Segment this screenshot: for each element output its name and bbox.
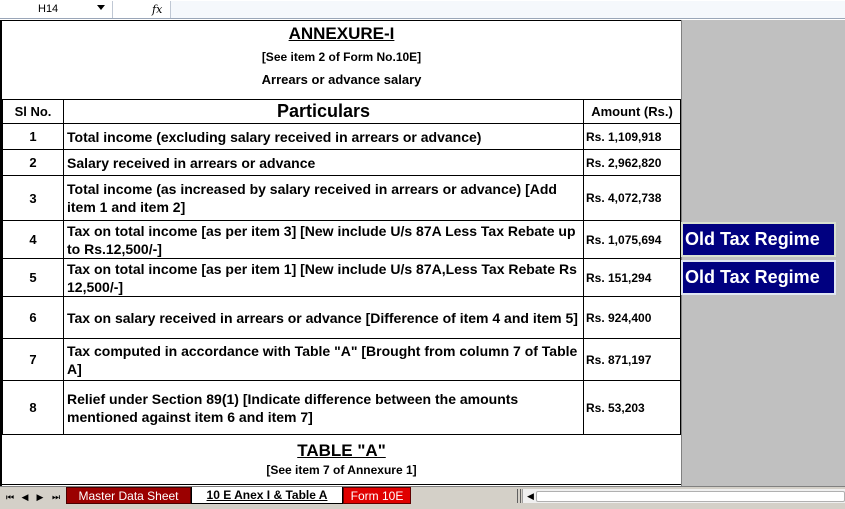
- sl-cell[interactable]: 1: [3, 124, 64, 150]
- scrollbar-thumb[interactable]: [536, 491, 845, 502]
- amount-cell[interactable]: Rs. 2,962,820: [584, 150, 681, 176]
- header-particulars[interactable]: Particulars: [64, 100, 584, 124]
- old-tax-regime-button[interactable]: Old Tax Regime: [681, 222, 836, 257]
- amount-cell[interactable]: Rs. 924,400: [584, 297, 681, 339]
- annexure-table: [2, 99, 681, 435]
- amount-cell[interactable]: Rs. 151,294: [584, 259, 681, 297]
- amount-cell[interactable]: Rs. 1,075,694: [584, 221, 681, 259]
- particulars-cell[interactable]: Total income (as increased by salary received in arrears or advance) [Add item 1 and item 2]: [64, 176, 584, 221]
- table-row: [3, 150, 681, 176]
- page-title: ANNEXURE-I: [288, 24, 395, 43]
- amount-cell[interactable]: Rs. 1,109,918: [584, 124, 681, 150]
- prev-sheet-icon[interactable]: ◀: [21, 492, 29, 502]
- table-row: [3, 259, 681, 297]
- table-row: [3, 176, 681, 221]
- first-sheet-icon[interactable]: ⏮: [5, 492, 15, 502]
- tab-form-10e[interactable]: Form 10E: [343, 487, 411, 504]
- table-row: [3, 124, 681, 150]
- particulars-cell[interactable]: Tax on total income [as per item 1] [New include U/s 87A,Less Tax Rebate Rs 12,500/-]: [64, 259, 584, 297]
- scroll-left-icon[interactable]: ◀: [527, 491, 534, 501]
- sl-cell[interactable]: 7: [3, 339, 64, 381]
- sl-cell[interactable]: 5: [3, 259, 64, 297]
- table-a-title: TABLE "A": [297, 441, 386, 460]
- amount-cell[interactable]: Rs. 4,072,738: [584, 176, 681, 221]
- table-row: [3, 297, 681, 339]
- particulars-cell[interactable]: Tax computed in accordance with Table "A" [Brought from column 7 of Table A]: [64, 339, 584, 381]
- next-sheet-icon[interactable]: ▶: [36, 492, 44, 502]
- table-a-subtitle: [See item 7 of Annexure 1]: [266, 463, 417, 477]
- amount-cell[interactable]: Rs. 871,197: [584, 339, 681, 381]
- divider: [0, 20, 681, 21]
- tab-10e-anex-i[interactable]: 10 E Anex I & Table A: [191, 487, 343, 504]
- tab-split-handle[interactable]: [517, 489, 521, 503]
- table-a-section: [2, 434, 681, 486]
- worksheet[interactable]: [0, 20, 845, 486]
- tab-master-data-sheet[interactable]: Master Data Sheet: [66, 487, 191, 504]
- sl-cell[interactable]: 2: [3, 150, 64, 176]
- amount-cell[interactable]: Rs. 53,203: [584, 381, 681, 435]
- header-sl[interactable]: Sl No.: [3, 100, 64, 124]
- name-box[interactable]: H14: [0, 1, 113, 18]
- page-subtitle-2: Arrears or advance salary: [261, 72, 422, 87]
- last-sheet-icon[interactable]: ⏭: [51, 492, 61, 502]
- table-row: [3, 381, 681, 435]
- particulars-cell[interactable]: Total income (excluding salary received in arrears or advance): [64, 124, 584, 150]
- chevron-down-icon[interactable]: [97, 5, 105, 10]
- sl-cell[interactable]: 6: [3, 297, 64, 339]
- table-row: [3, 339, 681, 381]
- particulars-cell[interactable]: Tax on salary received in arrears or advance [Difference of item 4 and item 5]: [64, 297, 584, 339]
- sl-cell[interactable]: 4: [3, 221, 64, 259]
- fx-icon[interactable]: fx: [152, 3, 163, 16]
- sl-cell[interactable]: 8: [3, 381, 64, 435]
- particulars-cell[interactable]: Relief under Section 89(1) [Indicate difference between the amounts mentioned against item 6 and item 7]: [64, 381, 584, 435]
- particulars-cell[interactable]: Tax on total income [as per item 3] [New include U/s 87A Less Tax Rebate up to Rs.12,500/-]: [64, 221, 584, 259]
- old-tax-regime-button-2[interactable]: Old Tax Regime: [681, 260, 836, 295]
- header-amount[interactable]: Amount (Rs.): [584, 100, 681, 124]
- formula-input[interactable]: [170, 1, 845, 18]
- sheet-tabs-bar: [0, 486, 845, 509]
- sl-cell[interactable]: 3: [3, 176, 64, 221]
- particulars-cell[interactable]: Salary received in arrears or advance: [64, 150, 584, 176]
- table-header-row: [3, 100, 681, 124]
- table-row: [3, 221, 681, 259]
- page-subtitle: [See item 2 of Form No.10E]: [261, 50, 422, 64]
- formula-bar: [0, 0, 845, 19]
